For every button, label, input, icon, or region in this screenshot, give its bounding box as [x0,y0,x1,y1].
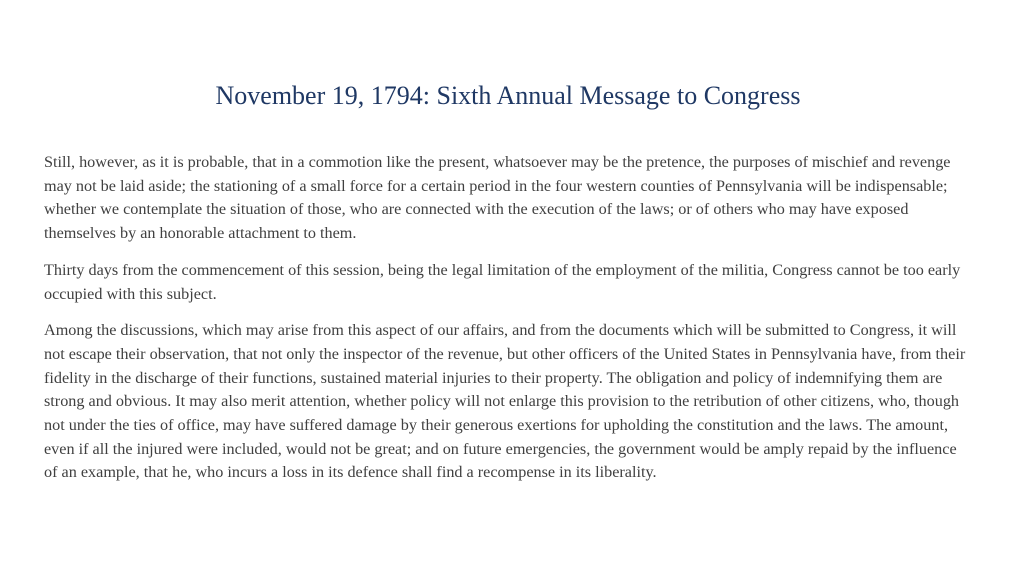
paragraph-1: Still, however, as it is probable, that in a commotion like the present, whatsoever may be the pretence, the purposes of mischief and revenge may not be laid aside; the stationing of a small force for a certain period in the four western counties of Pennsylvania will be indispensable; whether we contemplate the situation of those, who are connected with the execution of the laws; or of others who may have exposed themselves by an honorable attachment to them. [44,153,951,243]
slide-title: November 19, 1794: Sixth Annual Message to Congress [215,81,801,110]
slide-body [44,151,972,485]
paragraph-3: Among the discussions, which may arise from this aspect of our affairs, and from the documents which will be submitted to Congress, it will not escape their observation, that not only the inspector of the revenue, but other officers of the United States in Pennsylvania have, from their fidelity in the discharge of their functions, sustained material injuries to their property. The obligation and policy of indemnifying them are strong and obvious. It may also merit attention, whether policy will not enlarge this provision to the retribution of other citizens, who, though not under the ties of office, may have suffered damage by their generous exertions for upholding the constitution and the laws. The amount, even if all the injured were included, would not be great; and on future emergencies, the government would be amply repaid by the influence of an example, that he, who incurs a loss in its defence shall find a recompense in its liberality. [44,321,966,482]
paragraph-2: Thirty days from the commencement of this session, being the legal limitation of the employment of the militia, Congress cannot be too early occupied with this subject. [44,260,961,303]
